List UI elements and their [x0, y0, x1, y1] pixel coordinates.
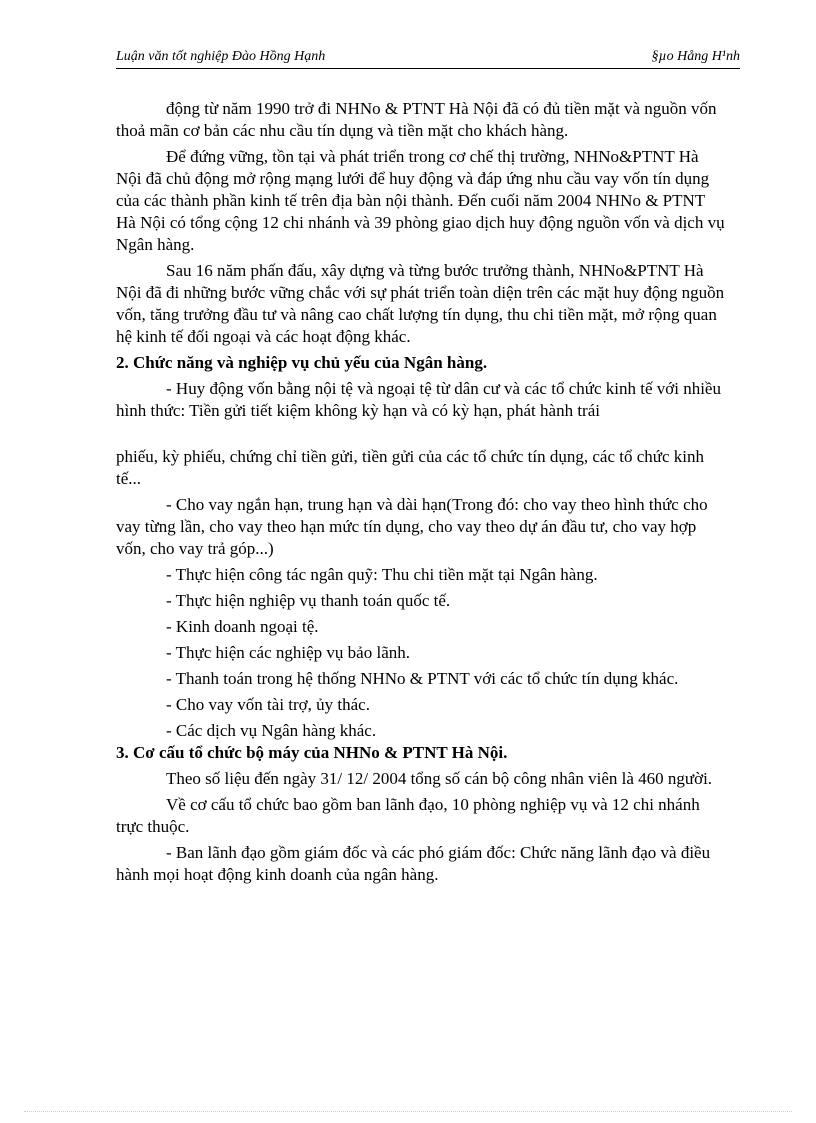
page-bottom-divider [24, 1111, 792, 1112]
document-body [116, 98, 728, 886]
section-heading: 3. Cơ cấu tổ chức bộ máy của NHNo & PTNT Hà Nội. [116, 743, 508, 762]
section-heading: 2. Chức năng và nghiệp vụ chủ yếu của Ngân hàng. [116, 353, 488, 372]
list-item: - Thực hiện các nghiệp vụ bảo lãnh. [166, 643, 410, 662]
list-item: - Kinh doanh ngoại tệ. [166, 617, 319, 636]
header-author-legacy-font: §µo Hång H¹nh [651, 49, 740, 64]
list-item: - Thanh toán trong hệ thống NHNo & PTNT với các tổ chức tín dụng khác. [166, 669, 679, 688]
list-item: - Huy động vốn bằng nội tệ và ngoại tệ từ dân cư và các tổ chức kinh tế với nhiều hình thức: Tiền gửi tiết kiệm không kỳ hạn và có kỳ hạn, phát hành trái [116, 379, 721, 420]
list-item: phiếu, kỳ phiếu, chứng chỉ tiền gửi, tiền gửi của các tổ chức tín dụng, các tổ chức kinh tế... [116, 447, 705, 488]
paragraph: động từ năm 1990 trở đi NHNo & PTNT Hà Nội đã có đủ tiền mặt và nguồn vốn thoả mãn cơ bản các nhu cầu tín dụng và tiền mặt cho khách hàng. [116, 99, 717, 140]
list-item: - Cho vay vốn tài trợ, ủy thác. [166, 695, 370, 714]
list-item: - Thực hiện công tác ngân quỹ: Thu chi tiền mặt tại Ngân hàng. [166, 565, 598, 584]
list-item: - Thực hiện nghiệp vụ thanh toán quốc tế. [166, 591, 451, 610]
paragraph: Theo số liệu đến ngày 31/ 12/ 2004 tổng số cán bộ công nhân viên là 460 người. [166, 769, 713, 788]
paragraph: Để đứng vững, tồn tại và phát triển trong cơ chế thị trường, NHNo&PTNT Hà Nội đã chủ động mở rộng mạng lưới để huy động và đáp ứng nhu cầu vay vốn tín dụng của các thành phần kinh tế trên địa bàn nội thành. Đến cuối năm 2004 NHNo & PTNT Hà Nội có tổng cộng 12 chi nhánh và 39 phòng giao dịch huy động nguồn vốn và dịch vụ Ngân hàng. [116, 147, 725, 254]
list-item: - Cho vay ngắn hạn, trung hạn và dài hạn(Trong đó: cho vay theo hình thức cho vay từng lần, cho vay theo hạn mức tín dụng, cho vay theo dự án đầu tư, cho vay hợp vốn, cho vay trả góp...) [116, 495, 708, 558]
list-item: - Các dịch vụ Ngân hàng khác. [166, 721, 377, 740]
paragraph: Về cơ cấu tổ chức bao gồm ban lãnh đạo, 10 phòng nghiệp vụ và 12 chi nhánh trực thuộc. [116, 795, 700, 836]
paragraph: Sau 16 năm phấn đấu, xây dựng và từng bước trưởng thành, NHNo&PTNT Hà Nội đã đi những bước vững chắc với sự phát triển toàn diện trên các mặt huy động nguồn vốn, tăng trưởng đầu tư và nâng cao chất lượng tín dụng, thu chi tiền mặt, mở rộng quan hệ kinh tế đối ngoại và các hoạt động khác. [116, 261, 725, 346]
paragraph: - Ban lãnh đạo gồm giám đốc và các phó giám đốc: Chức năng lãnh đạo và điều hành mọi hoạt động kinh doanh của ngân hàng. [116, 843, 711, 884]
page-header [116, 49, 740, 69]
header-title: Luận văn tốt nghiệp Đào Hồng Hạnh [116, 49, 326, 64]
